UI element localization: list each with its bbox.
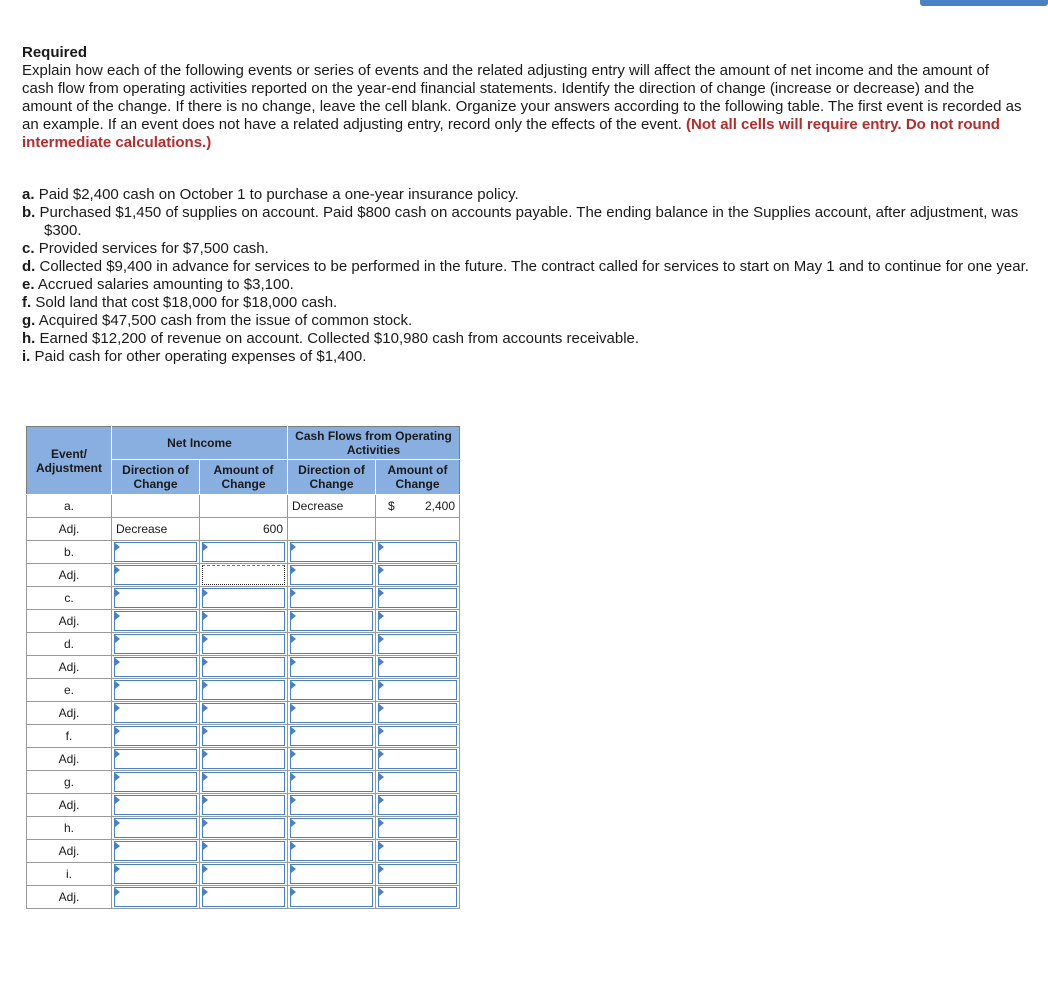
cf-direction-select[interactable]: [290, 634, 373, 654]
required-text: [22, 62, 1022, 152]
cf-amount-input[interactable]: [378, 795, 457, 815]
answer-cell: [200, 748, 288, 771]
event-letter: h.: [22, 330, 36, 347]
ni-amount-input[interactable]: [202, 680, 285, 700]
ni-direction-select[interactable]: [114, 542, 197, 562]
cf-amount-input[interactable]: [378, 726, 457, 746]
input-marker-icon: [203, 888, 208, 896]
event-letter: d.: [22, 258, 36, 275]
answer-cell: [288, 610, 376, 633]
table-row: [27, 564, 460, 587]
ni-direction-select[interactable]: [114, 657, 197, 677]
dropdown-marker-icon: [115, 773, 120, 781]
ni-amount-input[interactable]: [202, 841, 285, 861]
answer-cell: [200, 794, 288, 817]
event-item: [22, 186, 1032, 204]
ni-direction-select[interactable]: [114, 749, 197, 769]
row-label: Adj.: [27, 610, 112, 633]
answer-cell: [112, 541, 200, 564]
ni-direction-select[interactable]: [114, 726, 197, 746]
dropdown-marker-icon: [291, 543, 296, 551]
ni-amount-input[interactable]: [202, 864, 285, 884]
ni-amount-input[interactable]: [202, 726, 285, 746]
cf-direction-select[interactable]: [290, 864, 373, 884]
answer-cell: [376, 564, 460, 587]
row-label: Adj.: [27, 518, 112, 541]
ni-amount-input[interactable]: [202, 611, 285, 631]
answer-cell: [376, 541, 460, 564]
answer-cell: [112, 748, 200, 771]
answer-cell: [200, 587, 288, 610]
input-marker-icon: [379, 543, 384, 551]
input-marker-icon: [379, 865, 384, 873]
dropdown-marker-icon: [115, 888, 120, 896]
instructions: [22, 44, 1022, 152]
answer-cell: [200, 863, 288, 886]
answer-cell: [200, 541, 288, 564]
ni-direction-select[interactable]: [114, 588, 197, 608]
answer-cell: [288, 587, 376, 610]
header-event: Event/ Adjustment: [27, 427, 112, 495]
answer-cell: [200, 702, 288, 725]
answer-cell: [376, 702, 460, 725]
answer-cell: [376, 794, 460, 817]
event-letter: g.: [22, 312, 36, 329]
ni-direction-select[interactable]: [114, 795, 197, 815]
table-row: [27, 541, 460, 564]
cf-amount-input[interactable]: [378, 703, 457, 723]
answer-cell: [112, 587, 200, 610]
cf-amount-input[interactable]: [378, 565, 457, 585]
cf-amount-input[interactable]: [378, 864, 457, 884]
answer-cell: [376, 863, 460, 886]
dropdown-marker-icon: [291, 727, 296, 735]
dropdown-marker-icon: [115, 566, 120, 574]
dropdown-marker-icon: [115, 681, 120, 689]
row-label: b.: [27, 541, 112, 564]
cf-amount-input[interactable]: [378, 542, 457, 562]
cf-amount-input[interactable]: [378, 657, 457, 677]
input-marker-icon: [379, 681, 384, 689]
input-marker-icon: [203, 612, 208, 620]
dropdown-marker-icon: [115, 658, 120, 666]
header-cash-flows: Cash Flows from Operating Activities: [288, 427, 460, 460]
table-row: [27, 518, 460, 541]
cf-amount-input[interactable]: [378, 680, 457, 700]
answer-cell: [112, 656, 200, 679]
answer-cell: [112, 564, 200, 587]
cf-direction-select[interactable]: [290, 657, 373, 677]
table-row: [27, 840, 460, 863]
input-marker-icon: [203, 819, 208, 827]
dropdown-marker-icon: [291, 635, 296, 643]
table-row: [27, 771, 460, 794]
ni-amount-value: [200, 495, 288, 518]
cf-direction-select[interactable]: [290, 611, 373, 631]
answer-cell: [288, 817, 376, 840]
ni-amount-value: 600: [200, 518, 288, 541]
event-letter: e.: [22, 276, 35, 293]
dropdown-marker-icon: [115, 635, 120, 643]
input-marker-icon: [203, 589, 208, 597]
dropdown-marker-icon: [291, 773, 296, 781]
row-label: i.: [27, 863, 112, 886]
ni-amount-input[interactable]: [202, 887, 285, 907]
cf-amount-number: 2,400: [424, 499, 455, 513]
cf-amount-input[interactable]: [378, 887, 457, 907]
input-marker-icon: [379, 727, 384, 735]
dropdown-marker-icon: [115, 589, 120, 597]
dropdown-marker-icon: [291, 612, 296, 620]
cf-amount-input[interactable]: [378, 841, 457, 861]
answer-cell: [376, 633, 460, 656]
input-marker-icon: [379, 566, 384, 574]
cf-direction-select[interactable]: [290, 749, 373, 769]
answer-cell: [376, 587, 460, 610]
answer-cell: [112, 817, 200, 840]
top-accent-bar: [920, 0, 1048, 6]
dropdown-marker-icon: [291, 566, 296, 574]
row-label: g.: [27, 771, 112, 794]
cf-direction-select[interactable]: [290, 703, 373, 723]
input-marker-icon: [203, 658, 208, 666]
dropdown-marker-icon: [115, 704, 120, 712]
cf-amount-input[interactable]: [378, 634, 457, 654]
event-letter: i.: [22, 348, 31, 365]
ni-direction-value: Decrease: [112, 518, 200, 541]
dropdown-marker-icon: [115, 727, 120, 735]
cf-amount-input[interactable]: [378, 749, 457, 769]
answer-cell: [288, 541, 376, 564]
table-row: [27, 748, 460, 771]
table-row: [27, 656, 460, 679]
answer-cell: [376, 610, 460, 633]
input-marker-icon: [203, 727, 208, 735]
event-text: Collected $9,400 in advance for services to be performed in the future. The contract called for services to start on May 1 and to continue for one year.: [39, 258, 1029, 275]
answer-cell: [112, 702, 200, 725]
required-note: (Not all cells will require entry. Do not round intermediate calculations.): [22, 116, 1000, 151]
row-label: Adj.: [27, 794, 112, 817]
answer-cell: [288, 794, 376, 817]
required-body: Explain how each of the following events or series of events and the related adjusting entry will affect the amount of net income and the amount of cash flow from operating activities reported on the year-end financial statements. Identify the direction of change (increase or decrease) and the amount of the change. If there is no change, leave the cell blank. Organize your answers according to the following table. The first event is recorded as an example. If an event does not have a related adjusting entry, record only the effects of the event.: [22, 62, 1022, 133]
event-letter: a.: [22, 186, 35, 203]
event-letter: b.: [22, 204, 36, 221]
input-marker-icon: [379, 658, 384, 666]
header-cf-amount: Amount of Change: [376, 460, 460, 495]
ni-amount-input[interactable]: [202, 657, 285, 677]
answer-cell: [376, 817, 460, 840]
dropdown-marker-icon: [115, 612, 120, 620]
input-marker-icon: [203, 635, 208, 643]
ni-direction-select[interactable]: [114, 841, 197, 861]
ni-direction-select[interactable]: [114, 680, 197, 700]
dropdown-marker-icon: [291, 589, 296, 597]
row-label: d.: [27, 633, 112, 656]
row-label: Adj.: [27, 564, 112, 587]
input-marker-icon: [203, 704, 208, 712]
event-item: [22, 330, 1032, 348]
answer-cell: [112, 679, 200, 702]
answer-cell: [288, 863, 376, 886]
cf-direction-select[interactable]: [290, 841, 373, 861]
ni-amount-input[interactable]: [202, 588, 285, 608]
dropdown-marker-icon: [291, 888, 296, 896]
event-text: Accrued salaries amounting to $3,100.: [37, 276, 294, 293]
header-net-income: Net Income: [112, 427, 288, 460]
dropdown-marker-icon: [291, 658, 296, 666]
answer-cell: [112, 633, 200, 656]
event-item: [22, 258, 1032, 276]
answer-cell: [112, 610, 200, 633]
event-text: Acquired $47,500 cash from the issue of common stock.: [38, 312, 413, 329]
answer-cell: [376, 771, 460, 794]
table-row: [27, 702, 460, 725]
ni-direction-select[interactable]: [114, 611, 197, 631]
event-item: [22, 294, 1032, 312]
ni-amount-input[interactable]: [202, 565, 285, 585]
answer-cell: [200, 610, 288, 633]
cf-direction-select[interactable]: [290, 818, 373, 838]
table-row: [27, 679, 460, 702]
event-text: Paid $2,400 cash on October 1 to purchase a one-year insurance policy.: [38, 186, 519, 203]
dropdown-marker-icon: [115, 796, 120, 804]
dropdown-marker-icon: [291, 681, 296, 689]
event-item: [22, 276, 1032, 294]
answer-cell: [288, 771, 376, 794]
ni-amount-input[interactable]: [202, 703, 285, 723]
answer-cell: [376, 748, 460, 771]
answer-table: [26, 426, 460, 909]
cf-amount-input[interactable]: [378, 818, 457, 838]
answer-cell: [200, 840, 288, 863]
input-marker-icon: [203, 681, 208, 689]
answer-cell: [288, 840, 376, 863]
required-title: Required: [22, 44, 88, 61]
cf-direction-value: Decrease: [288, 495, 376, 518]
cf-amount-value: [376, 518, 460, 541]
answer-cell: [112, 840, 200, 863]
row-label: h.: [27, 817, 112, 840]
input-marker-icon: [379, 612, 384, 620]
answer-cell: [112, 771, 200, 794]
answer-cell: [200, 725, 288, 748]
event-item: [22, 204, 1032, 240]
cf-direction-select[interactable]: [290, 680, 373, 700]
input-marker-icon: [379, 704, 384, 712]
input-marker-icon: [379, 819, 384, 827]
answer-cell: [288, 725, 376, 748]
input-marker-icon: [379, 888, 384, 896]
dropdown-marker-icon: [291, 819, 296, 827]
ni-direction-select[interactable]: [114, 887, 197, 907]
cf-direction-select[interactable]: [290, 565, 373, 585]
answer-cell: [200, 679, 288, 702]
cf-direction-select[interactable]: [290, 588, 373, 608]
input-marker-icon: [203, 750, 208, 758]
ni-direction-select[interactable]: [114, 634, 197, 654]
dropdown-marker-icon: [291, 865, 296, 873]
ni-direction-select[interactable]: [114, 864, 197, 884]
event-text: Purchased $1,450 of supplies on account. Paid $800 cash on accounts payable. The ending balance in the Supplies account, after adjustment, was $300.: [39, 204, 1019, 239]
dropdown-marker-icon: [115, 865, 120, 873]
ni-amount-input[interactable]: [202, 795, 285, 815]
input-marker-icon: [379, 750, 384, 758]
answer-cell: [376, 886, 460, 909]
table-row: [27, 863, 460, 886]
answer-cell: [288, 633, 376, 656]
event-item: [22, 240, 1032, 258]
dropdown-marker-icon: [291, 750, 296, 758]
answer-cell: [112, 794, 200, 817]
answer-cell: [112, 863, 200, 886]
cf-direction-select[interactable]: [290, 887, 373, 907]
answer-cell: [112, 886, 200, 909]
ni-amount-input[interactable]: [202, 542, 285, 562]
answer-cell: [288, 702, 376, 725]
event-text: Earned $12,200 of revenue on account. Collected $10,980 cash from accounts receivable.: [39, 330, 640, 347]
event-item: [22, 312, 1032, 330]
ni-direction-select[interactable]: [114, 565, 197, 585]
row-label: Adj.: [27, 656, 112, 679]
ni-amount-input[interactable]: [202, 634, 285, 654]
answer-cell: [200, 564, 288, 587]
answer-cell: [288, 656, 376, 679]
event-text: Paid cash for other operating expenses of $1,400.: [34, 348, 367, 365]
ni-direction-value: [112, 495, 200, 518]
input-marker-icon: [379, 589, 384, 597]
answer-cell: [376, 656, 460, 679]
dropdown-marker-icon: [291, 796, 296, 804]
header-ni-direction: Direction of Change: [112, 460, 200, 495]
ni-direction-select[interactable]: [114, 772, 197, 792]
input-marker-icon: [203, 773, 208, 781]
table-row: [27, 817, 460, 840]
cf-direction-select[interactable]: [290, 542, 373, 562]
dropdown-marker-icon: [291, 704, 296, 712]
event-list: [22, 186, 1032, 366]
table-row: [27, 633, 460, 656]
row-label: Adj.: [27, 748, 112, 771]
event-letter: c.: [22, 240, 35, 257]
input-marker-icon: [203, 796, 208, 804]
answer-cell: [288, 886, 376, 909]
ni-direction-select[interactable]: [114, 818, 197, 838]
answer-cell: [200, 633, 288, 656]
cf-direction-select[interactable]: [290, 726, 373, 746]
dropdown-marker-icon: [115, 842, 120, 850]
event-text: Provided services for $7,500 cash.: [38, 240, 269, 257]
table-row: [27, 495, 460, 518]
dropdown-marker-icon: [291, 842, 296, 850]
dropdown-marker-icon: [115, 750, 120, 758]
event-item: [22, 348, 1032, 366]
row-label: e.: [27, 679, 112, 702]
dropdown-marker-icon: [115, 819, 120, 827]
answer-cell: [200, 656, 288, 679]
table-row: [27, 725, 460, 748]
currency-symbol: $: [388, 499, 395, 513]
cf-amount-value: [376, 495, 460, 518]
answer-cell: [376, 840, 460, 863]
cf-direction-value: [288, 518, 376, 541]
input-marker-icon: [203, 865, 208, 873]
row-label: Adj.: [27, 840, 112, 863]
cf-direction-select[interactable]: [290, 795, 373, 815]
answer-cell: [376, 725, 460, 748]
input-marker-icon: [379, 796, 384, 804]
table-row: [27, 886, 460, 909]
answer-cell: [200, 886, 288, 909]
answer-cell: [376, 679, 460, 702]
row-label: c.: [27, 587, 112, 610]
header-cf-direction: Direction of Change: [288, 460, 376, 495]
answer-cell: [200, 817, 288, 840]
ni-amount-input[interactable]: [202, 772, 285, 792]
dropdown-marker-icon: [115, 543, 120, 551]
answer-cell: [288, 679, 376, 702]
ni-amount-input[interactable]: [202, 818, 285, 838]
answer-cell: [288, 748, 376, 771]
cf-amount-input[interactable]: [378, 611, 457, 631]
cf-amount-input[interactable]: [378, 588, 457, 608]
header-ni-amount: Amount of Change: [200, 460, 288, 495]
input-marker-icon: [379, 842, 384, 850]
row-label: a.: [27, 495, 112, 518]
row-label: Adj.: [27, 702, 112, 725]
answer-cell: [288, 564, 376, 587]
event-letter: f.: [22, 294, 32, 311]
table-row: [27, 587, 460, 610]
answer-cell: [112, 725, 200, 748]
input-marker-icon: [203, 842, 208, 850]
cf-direction-select[interactable]: [290, 772, 373, 792]
row-label: Adj.: [27, 886, 112, 909]
answer-cell: [200, 771, 288, 794]
input-marker-icon: [203, 543, 208, 551]
event-text: Sold land that cost $18,000 for $18,000 cash.: [35, 294, 338, 311]
ni-direction-select[interactable]: [114, 703, 197, 723]
input-marker-icon: [379, 773, 384, 781]
table-row: [27, 610, 460, 633]
table-row: [27, 794, 460, 817]
row-label: f.: [27, 725, 112, 748]
cf-amount-input[interactable]: [378, 772, 457, 792]
ni-amount-input[interactable]: [202, 749, 285, 769]
input-marker-icon: [379, 635, 384, 643]
